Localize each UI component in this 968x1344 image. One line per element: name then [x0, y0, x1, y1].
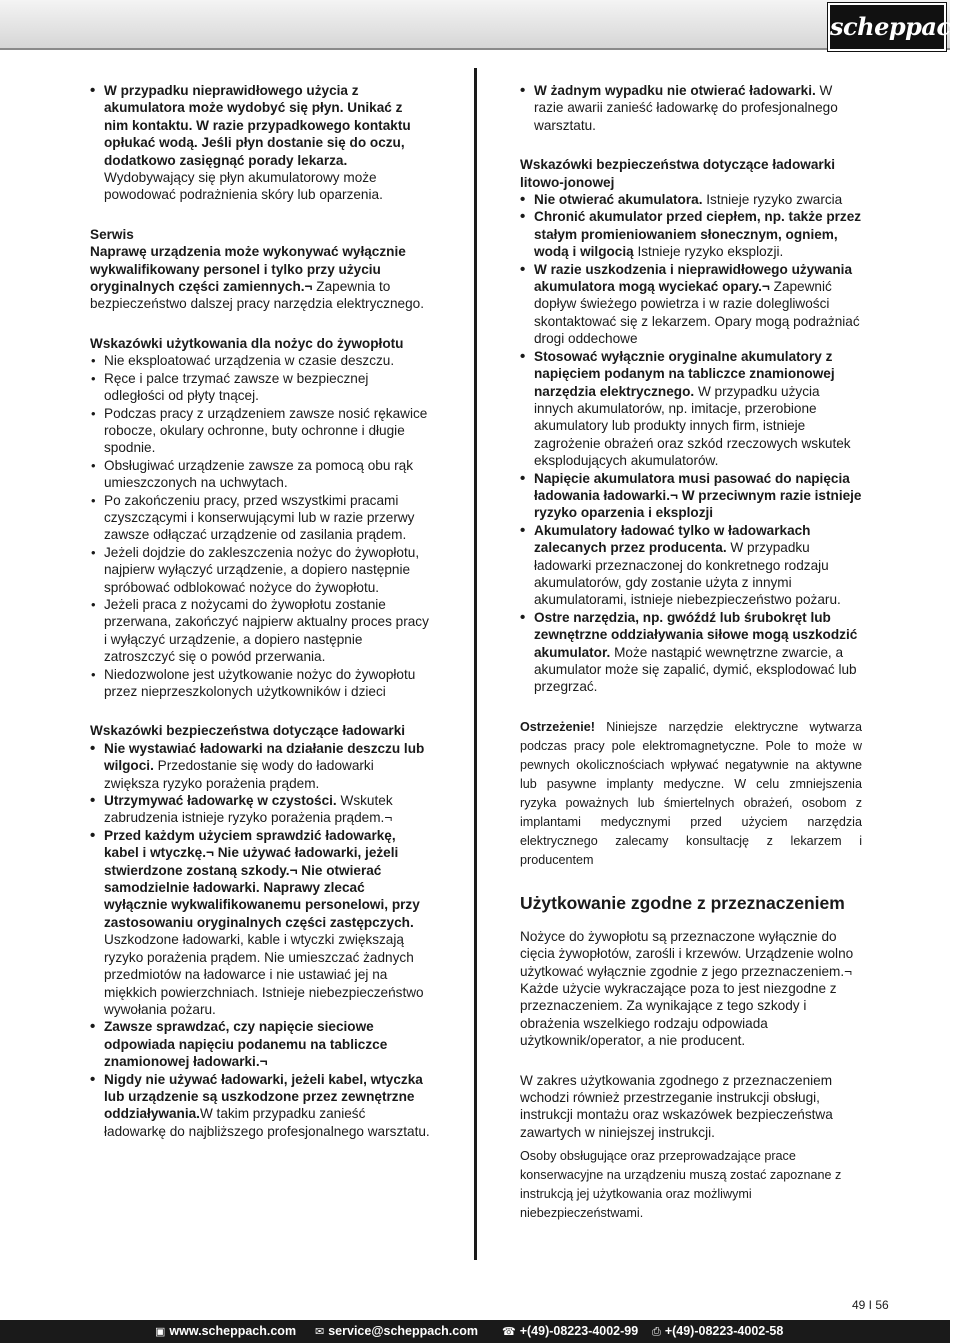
liion-heading: Wskazówki bezpieczeństwa dotyczące ładowarki litowo-jonowej [520, 157, 836, 190]
list-item: • Przed każdym użyciem sprawdzić ładowarkę, kabel i wtyczkę.¬ Nie używać ładowarki, jeżeli stwierdzone zostaną szkody.¬ Nie otwierać samodzielnie ładowarki. Naprawy zlecać wyłącznie wykwalifikowanemu personelowi, przy zastosowaniu oryginalnych części zastępczych. Uszkodzone ładowarki, kable i wtyczki zwiększają ryzyko porażenia prądem. Nie umieszczać żadnych przedmiotów na ładowarce i nie ustawiać jej na miękkich powierzchniach. Istnieje niebezpieczeństwo wywołania pożaru. [90, 827, 430, 1018]
intended-use-paragraph: Nożyce do żywopłotu są przeznaczone wyłącznie do cięcia żywopłotów, zarośli i krzewów. Urządzenie wolno użytkować wyłącznie zgodnie z jego przeznaczeniem.¬ Każde użycie wykraczające poza to jest niezgodne z przeznaczeniem. Za wynikające z tego szkody i obrażenia wszelkiego rodzaju odpowiada użytkownik/operator, a nie producent. [520, 928, 854, 1049]
list-item: • Nie otwierać akumulatora. Istnieje ryzyko zwarcia [520, 191, 862, 208]
envelope-icon: ✉ [315, 1326, 325, 1338]
liion-list [520, 191, 862, 696]
intended-use-heading: Użytkowanie zgodne z przeznaczeniem [520, 892, 845, 913]
usage-heading: Wskazówki użytkowania dla nożyc do żywopłotu [90, 335, 404, 351]
intended-use-paragraph: W zakres użytkowania zgodnego z przeznaczeniem wchodzi również przestrzeganie instrukcji obsługi, instrukcji montażu oraz wskazówek bezpieczeństwa zawartych w niniejszej instrukcji. [520, 1072, 833, 1140]
footer-bar [0, 1320, 950, 1343]
footer-phone[interactable]: ☎ +(49)-08223-4002-99 [502, 1324, 639, 1338]
list-item: • Nie eksploatować urządzenia w czasie deszczu. [90, 352, 430, 369]
list-item: • W żadnym wypadku nie otwierać ładowarki. W razie awarii zanieść ładowarkę do profesjonalnego warsztatu. [520, 82, 862, 134]
emf-warning: Ostrzeżenie! Niniejsze narzędzie elektryczne wytwarza podczas pracy pole elektromagnetyczne. Pole to może w pewnych okolicznościach wpływać negatywnie na aktywne lub pasywne implanty medyczne. W celu zmniejszenia ryzyka poważnych lub śmiertelnych obrażeń, osobom z implantami medycznymi przed użyciem narzędzia elektrycznego zalecamy konsultację z lekarzem i producentem [520, 719, 862, 867]
intended-use-paragraph: Osoby obsługujące oraz przeprowadzające prace konserwacyjne na urządzeniu muszą zostać zapoznane z instrukcją jej użytkowania oraz możliwymi niebezpieczeństwami. [520, 1149, 842, 1221]
brand-logo: scheppach [828, 3, 946, 51]
list-item: • W razie uszkodzenia i nieprawidłowego używania akumulatora mogą wyciekać opary.¬ Zapewnić dopływ świeżego powietrza i w razie dolegliwości skontaktować się z lekarzem. Opary mogą podrażniać drogi oddechowe [520, 261, 862, 348]
left-column [90, 82, 430, 1140]
list-item: • Stosować wyłącznie oryginalne akumulatory z napięciem podanym na tabliczce znamionowej narzędzia elektrycznego. W przypadku użycia innych akumulatorów, np. imitacje, przerobione akumulatory lub produkty innych firm, istnieje zagrożenie obrażeń oraz szkód rzeczowych wskutek eksplodujących akumulatorów. [520, 348, 862, 470]
list-item: • Zawsze sprawdzać, czy napięcie sieciowe odpowiada napięciu podanemu na tabliczce znamionowej ładowarki.¬ [90, 1018, 430, 1070]
list-item: • Napięcie akumulatora musi pasować do napięcia ładowania ładowarki.¬ W przeciwnym razie istnieje ryzyko oparzenia i eksplozji [520, 470, 862, 522]
right-column [520, 82, 862, 1223]
list-item: • Nie wystawiać ładowarki na działanie deszczu lub wilgoci. Przedostanie się wody do ładowarki zwiększa ryzyko porażenia prądem. [90, 740, 430, 792]
list-item: • Utrzymywać ładowarkę w czystości. Wskutek zabrudzenia istnieje ryzyko porażenia prądem.¬ [90, 792, 430, 827]
list-item: • W przypadku nieprawidłowego użycia z akumulatora może wydobyć się płyn. Unikać z nim kontaktu. W razie przypadkowego kontaktu opłukać wodą. Jeśli płyn dostanie się do oczu, dodatkowo zasięgnąć porady lekarza. Wydobywający się płyn akumulatorowy może powodować podrażnienia skóry lub oparzenia. [90, 82, 430, 204]
charger-heading: Wskazówki bezpieczeństwa dotyczące ładowarki [90, 723, 406, 739]
service-text: Naprawę urządzenia może wykonywać wyłącznie wykwalifikowany personel i tylko przy użyciu oryginalnych części zamiennych.¬ Zapewnia to bezpieczeństwo dalszej pracy narzędzia elektrycznego. [90, 244, 424, 312]
list-item: • Ostre narzędzia, np. gwóźdź lub śrubokręt lub zewnętrzne oddziaływania siłowe mogą uszkodzić akumulator. Może nastąpić wewnętrzne zwarcie, a akumulator może się zapalić, dymić, eksplodować lub przegrzać. [520, 609, 862, 696]
list-item: • Jeżeli dojdzie do zakleszczenia nożyc do żywopłotu, najpierw wyłączyć urządzenie, a dopiero następnie spróbować odblokować nożyce do żywopłotu. [90, 544, 430, 596]
list-item: • Chronić akumulator przed ciepłem, np. także przez stałym promieniowaniem słonecznym, ogniem, wodą i wilgocią Istnieje ryzyko eksplozji. [520, 208, 862, 260]
fax-icon: ⎙ [652, 1326, 661, 1338]
footer-email[interactable]: ✉ service@scheppach.com [315, 1324, 478, 1338]
footer-website[interactable]: ▣ www.scheppach.com [155, 1324, 297, 1338]
footer-fax[interactable]: ⎙ +(49)-08223-4002-58 [652, 1324, 784, 1338]
list-item: • Nigdy nie używać ładowarki, jeżeli kabel, wtyczka lub urządzenie są uszkodzone przez zewnętrzne oddziaływania.W takim przypadku zanieść ładowarkę do najbliższego profesjonalnego warsztatu. [90, 1071, 430, 1141]
charger-open-list [520, 82, 862, 134]
phone-icon: ☎ [502, 1326, 516, 1338]
column-divider [474, 68, 477, 1260]
list-item: • Akumulatory ładować tylko w ładowarkach zalecanych przez producenta. W przypadku ładowarki przeznaczonej do konkretnego rodzaju akumulatorów, gdy zostanie użyta z innymi akumulatorami, istnieje niebezpieczeństwo pożaru. [520, 522, 862, 609]
header-bar [0, 0, 968, 50]
list-item: • Podczas pracy z urządzeniem zawsze nosić rękawice robocze, okulary ochronne, buty ochronne i długie spodnie. [90, 405, 430, 457]
list-item: • Niedozwolone jest użytkowanie nożyc do żywopłotu przez nieprzeszkolonych użytkowników i dzieci [90, 666, 430, 701]
usage-list [90, 352, 430, 700]
list-item: • Po zakończeniu pracy, przed wszystkimi pracami czyszczącymi i konserwującymi lub w razie przerwy zawsze odłączać urządzenie od zasilania prądem. [90, 492, 430, 544]
list-item: • Obsługiwać urządzenie zawsze za pomocą obu rąk umieszczonych na uchwytach. [90, 457, 430, 492]
list-item: • Ręce i palce trzymać zawsze w bezpiecznej odległości od płyty tnącej. [90, 370, 430, 405]
battery-fluid-list [90, 82, 430, 204]
service-heading: Serwis [90, 226, 134, 242]
page-number: 49 I 56 [852, 1298, 889, 1312]
monitor-icon: ▣ [155, 1326, 166, 1338]
list-item: • Jeżeli praca z nożycami do żywopłotu zostanie przerwana, zakończyć najpierw aktualny proces pracy i wyłączyć urządzenie, a dopiero następnie zatroszczyć się o powód przerwania. [90, 596, 430, 666]
charger-list [90, 740, 430, 1140]
